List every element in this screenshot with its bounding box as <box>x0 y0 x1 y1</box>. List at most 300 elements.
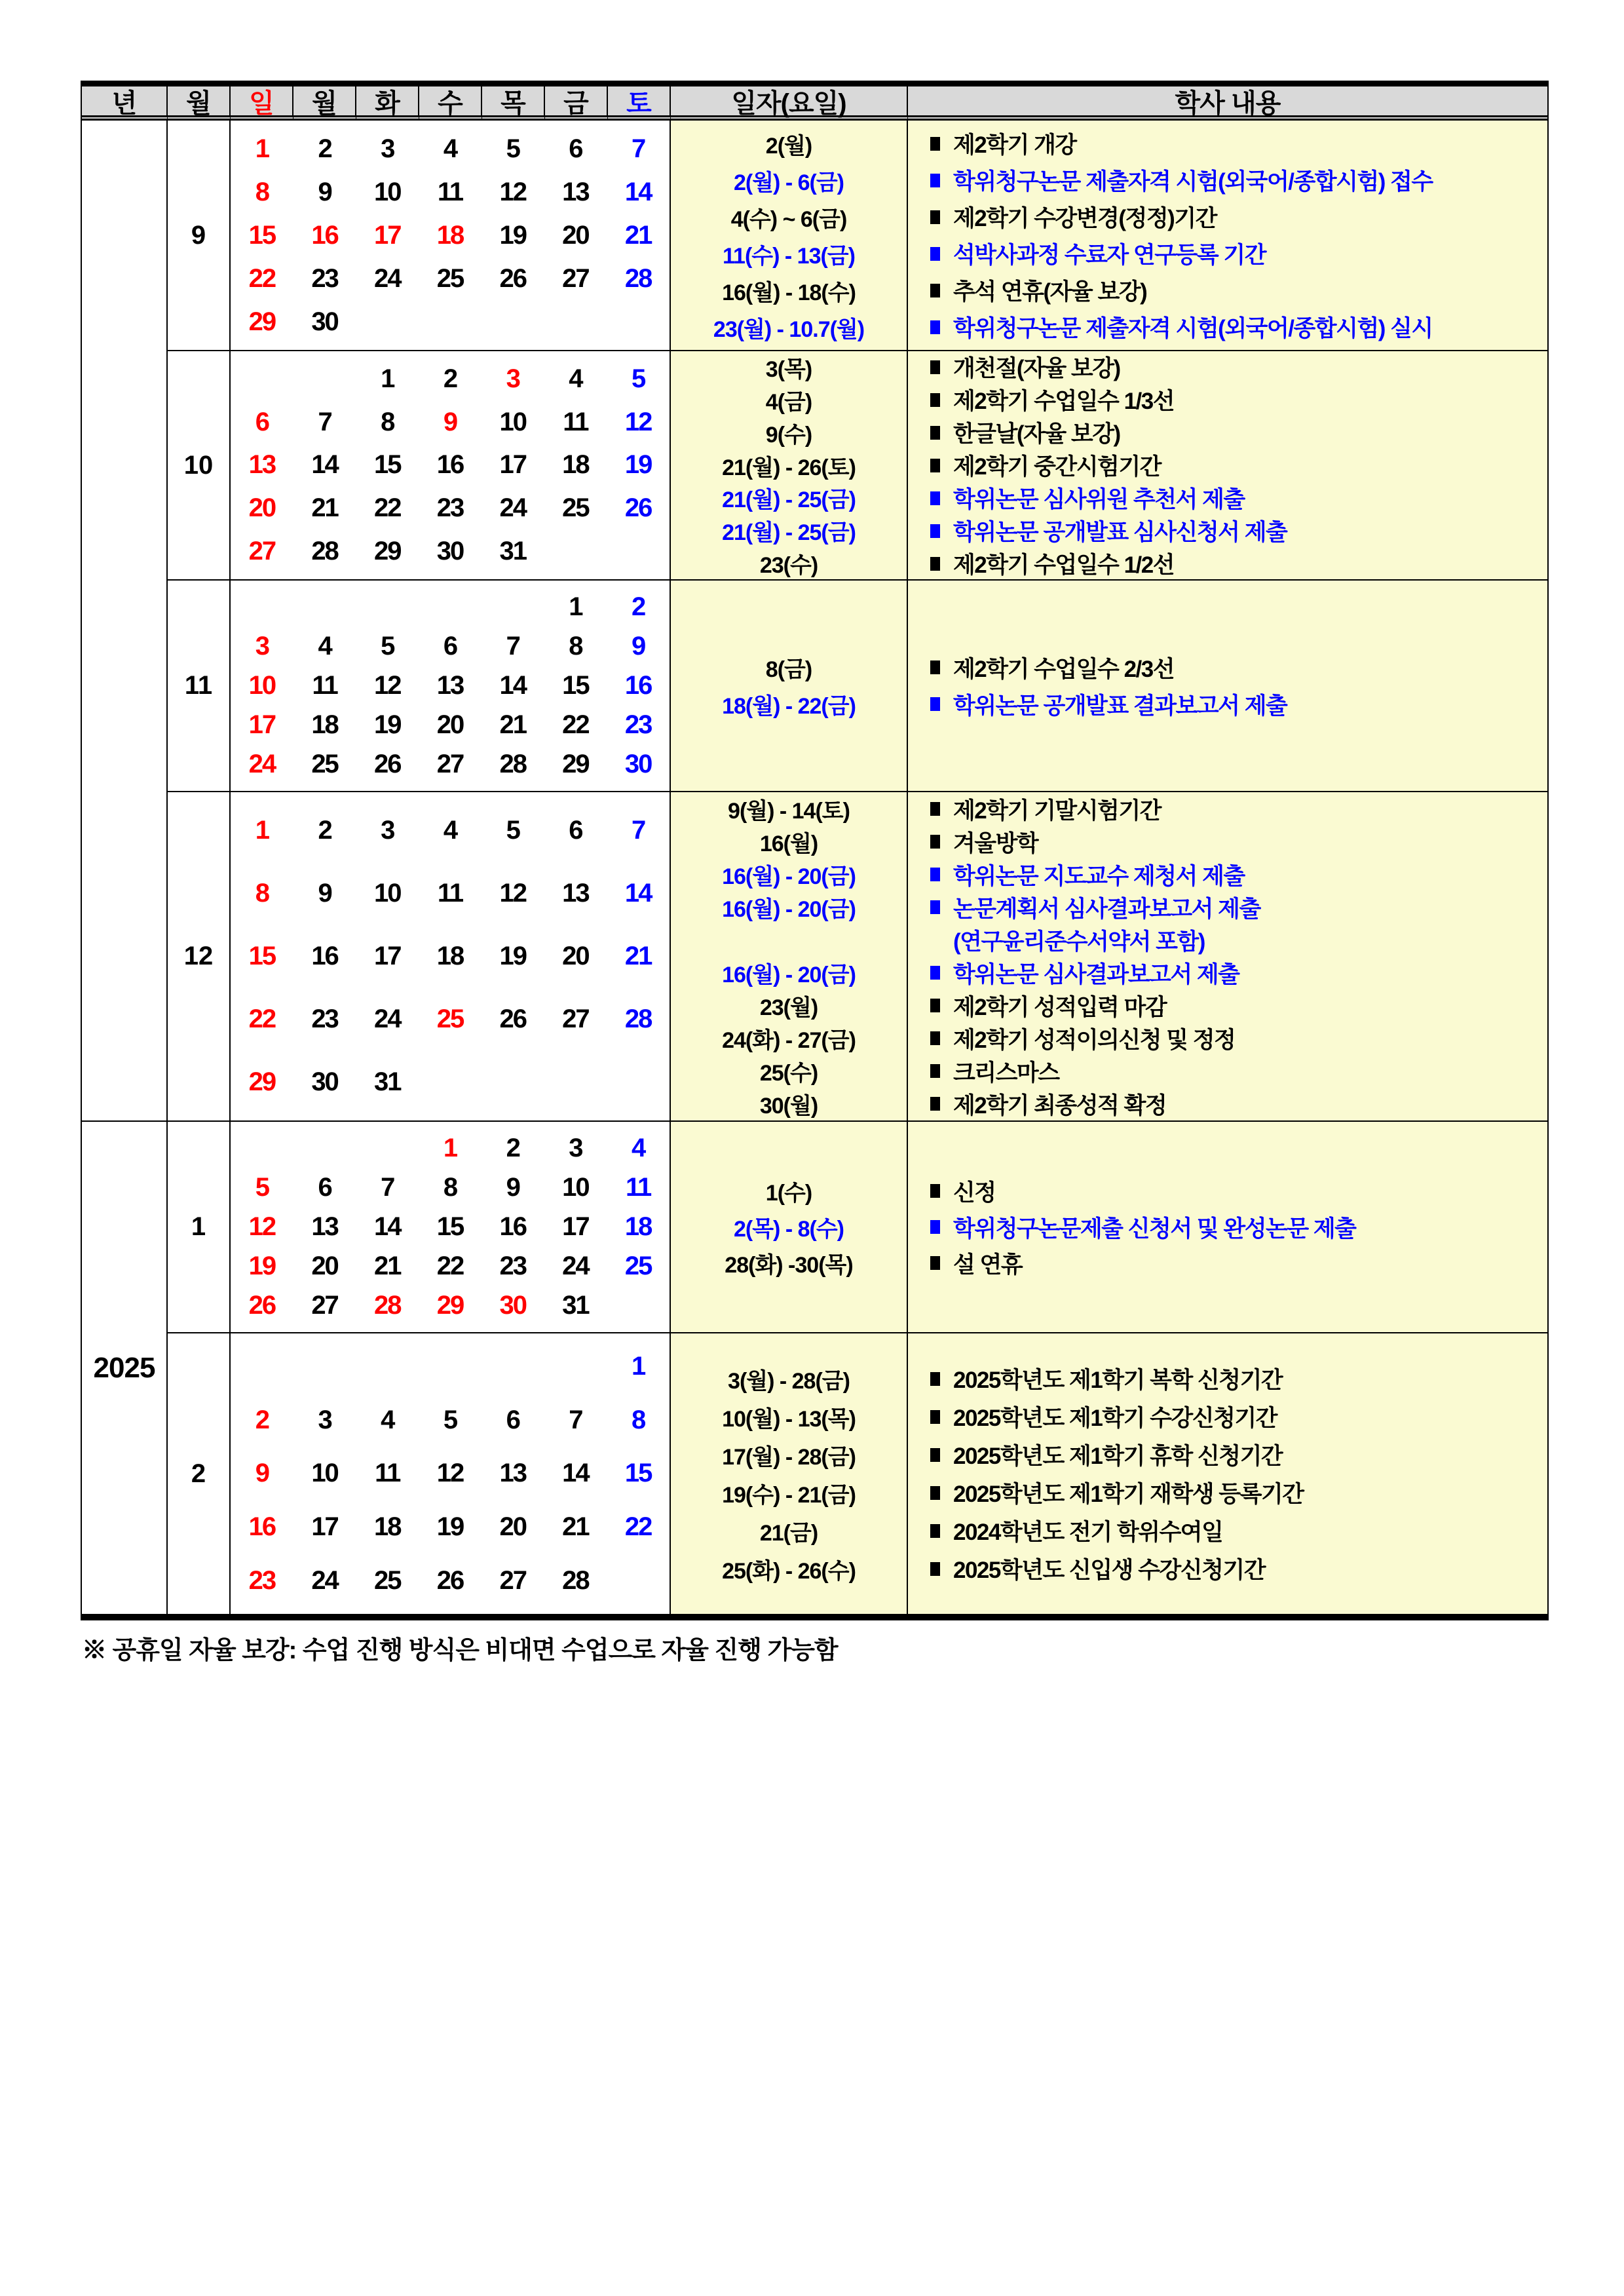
square-bullet-icon <box>930 1064 940 1078</box>
month-calendar <box>231 581 671 792</box>
event-text: 2025학년도 제1학기 휴학 신청기간 <box>953 1444 1283 1469</box>
event-row <box>908 1209 1547 1245</box>
day-number: 29 <box>374 536 401 565</box>
day-number <box>419 307 482 337</box>
event-text: 개천절(자율 보강) <box>953 356 1120 381</box>
day-number: 21 <box>624 941 652 970</box>
day-number: 5 <box>255 1172 269 1202</box>
day-number: 14 <box>311 450 338 480</box>
day-number <box>419 592 482 622</box>
header-weekday-2: 월 <box>293 86 356 121</box>
calendar-week <box>231 1459 670 1488</box>
event-row <box>908 1512 1547 1550</box>
day-number: 31 <box>562 1291 589 1320</box>
calendar-week <box>231 408 670 437</box>
day-number: 28 <box>311 536 338 565</box>
day-number <box>293 364 356 394</box>
square-bullet-icon <box>930 557 940 571</box>
day-number: 22 <box>248 1004 276 1034</box>
calendar-week <box>231 1352 670 1381</box>
event-text: 제2학기 기말시험기간 <box>953 797 1161 824</box>
event-text: 2025학년도 제1학기 재학생 등록기간 <box>953 1482 1304 1507</box>
event-date-range: 17(월) - 28(금) <box>722 1444 856 1470</box>
day-number <box>293 1134 356 1163</box>
day-number <box>607 537 670 566</box>
day-number: 18 <box>562 450 589 480</box>
content-column <box>908 121 1547 351</box>
event-row <box>908 482 1547 514</box>
day-number: 13 <box>562 177 589 206</box>
day-number <box>356 1352 419 1381</box>
date-column <box>671 792 908 1122</box>
square-bullet-icon <box>930 247 940 261</box>
event-date-range: 10(월) - 13(목) <box>722 1406 856 1432</box>
day-number: 20 <box>562 220 589 250</box>
day-number: 19 <box>248 1252 276 1281</box>
event-text: 2024학년도 전기 학위수여일 <box>953 1520 1223 1545</box>
event-text: 논문계획서 심사결과보고서 제출 <box>953 896 1260 922</box>
day-number: 7 <box>381 1172 394 1202</box>
event-date-range: 18(월) - 22(금) <box>722 694 856 719</box>
square-bullet-icon <box>930 393 940 407</box>
square-bullet-icon <box>930 1486 940 1500</box>
day-number: 30 <box>624 750 652 779</box>
day-number: 23 <box>248 1565 276 1595</box>
event-row <box>908 826 1547 858</box>
day-number: 17 <box>374 941 401 970</box>
event-date-range: 3(월) - 28(금) <box>728 1368 850 1394</box>
event-date-range: 21(금) <box>759 1520 818 1546</box>
header-date: 일자(요일) <box>671 86 908 121</box>
day-number: 14 <box>499 670 526 700</box>
event-date-range: 11(수) - 13(금) <box>723 243 855 269</box>
calendar-week <box>231 592 670 622</box>
day-number: 9 <box>506 1172 519 1202</box>
day-number: 8 <box>255 878 269 908</box>
event-text: (연구윤리준수서약서 포함) <box>953 928 1205 955</box>
event-date-range: 16(월) - 20(금) <box>722 963 856 987</box>
day-number: 17 <box>562 1212 589 1241</box>
day-number: 8 <box>381 407 394 436</box>
calendar-week <box>231 879 670 908</box>
day-number: 6 <box>443 631 457 660</box>
day-number: 2 <box>318 134 331 163</box>
day-number: 24 <box>562 1252 589 1281</box>
event-row <box>908 351 1547 383</box>
date-column <box>671 1333 908 1614</box>
event-row <box>908 383 1547 416</box>
day-number: 15 <box>248 941 276 970</box>
event-row <box>908 686 1547 723</box>
square-bullet-icon <box>930 210 940 224</box>
day-number: 13 <box>562 878 589 908</box>
day-number: 11 <box>437 177 463 206</box>
day-number: 2 <box>506 1133 519 1162</box>
event-row <box>908 793 1547 826</box>
day-number: 8 <box>255 177 269 206</box>
day-number: 16 <box>499 1212 526 1241</box>
event-text: 학위논문 심사위원 추천서 제출 <box>953 487 1245 512</box>
day-number: 19 <box>499 220 526 250</box>
square-bullet-icon <box>930 966 940 980</box>
square-bullet-icon <box>930 660 940 674</box>
day-number: 23 <box>311 1004 338 1034</box>
event-date-range: 23(월) - 10.7(월) <box>713 316 865 342</box>
event-date-range: 16(월) <box>759 832 818 856</box>
day-number: 29 <box>248 1067 276 1097</box>
event-row <box>908 272 1547 309</box>
day-number: 12 <box>436 1459 464 1488</box>
day-number: 16 <box>311 220 338 250</box>
calendar-week <box>231 1512 670 1542</box>
square-bullet-icon <box>930 697 940 711</box>
day-number: 27 <box>436 750 464 779</box>
event-date-range: 30(월) <box>759 1094 818 1119</box>
day-number <box>231 1352 293 1381</box>
event-date-range: 9(수) <box>765 422 812 448</box>
day-number: 20 <box>311 1252 338 1281</box>
month-label: 12 <box>168 792 231 1122</box>
event-text: 추석 연휴(자율 보강) <box>953 279 1147 305</box>
day-number: 26 <box>248 1291 276 1320</box>
event-date-range: 21(월) - 26(토) <box>722 455 856 480</box>
event-date-range: 21(월) - 25(금) <box>722 488 856 513</box>
square-bullet-icon <box>930 1372 940 1386</box>
event-date-range: 3(목) <box>765 357 812 383</box>
event-date-range: 23(수) <box>759 552 818 578</box>
header-content: 학사 내용 <box>908 86 1547 121</box>
day-number: 2 <box>443 364 457 394</box>
day-number: 7 <box>632 815 645 845</box>
day-number: 23 <box>311 263 338 293</box>
event-text: 2025학년도 제1학기 수강신청기간 <box>953 1406 1277 1431</box>
event-row <box>908 1436 1547 1474</box>
day-number: 18 <box>374 1512 401 1542</box>
day-number: 9 <box>632 631 645 660</box>
day-number: 29 <box>248 307 276 336</box>
calendar-week <box>231 493 670 523</box>
day-number: 4 <box>443 134 457 163</box>
event-text: 설 연휴 <box>953 1252 1023 1278</box>
square-bullet-icon <box>930 1562 940 1576</box>
calendar-table <box>81 81 1549 1620</box>
event-text: 제2학기 수업일수 2/3선 <box>953 656 1175 682</box>
day-number <box>356 592 419 622</box>
day-number: 5 <box>381 631 394 660</box>
header-month: 월 <box>168 86 231 121</box>
event-text: 제2학기 성적이의신청 및 정정 <box>953 1027 1236 1053</box>
event-row <box>908 1022 1547 1055</box>
calendar-week <box>231 450 670 480</box>
month-calendar <box>231 121 671 351</box>
day-number: 3 <box>381 815 394 845</box>
day-number: 25 <box>562 493 589 523</box>
day-number <box>482 1067 544 1097</box>
day-number: 14 <box>374 1212 401 1241</box>
day-number: 6 <box>318 1172 331 1202</box>
date-column <box>671 1122 908 1333</box>
day-number: 3 <box>381 134 394 163</box>
day-number: 1 <box>255 134 269 163</box>
day-number: 11 <box>563 407 588 436</box>
square-bullet-icon <box>930 1031 940 1045</box>
day-number: 14 <box>624 177 652 206</box>
event-text: 한글날(자율 보강) <box>953 421 1120 447</box>
event-text: 2025학년도 제1학기 복학 신청기간 <box>953 1368 1283 1393</box>
day-number: 16 <box>624 670 652 700</box>
day-number <box>356 307 419 337</box>
event-row <box>908 1055 1547 1088</box>
day-number <box>544 537 607 566</box>
day-number: 6 <box>569 815 582 845</box>
event-row <box>908 309 1547 345</box>
square-bullet-icon <box>930 284 940 297</box>
header-year: 년 <box>82 86 168 121</box>
day-number: 18 <box>624 1212 652 1241</box>
day-number: 13 <box>436 670 464 700</box>
month-label: 2 <box>168 1333 231 1614</box>
day-number: 11 <box>375 1459 400 1488</box>
content-column <box>908 351 1547 581</box>
day-number: 26 <box>499 1004 526 1034</box>
square-bullet-icon <box>930 1410 940 1424</box>
day-number: 10 <box>374 177 401 206</box>
day-number: 23 <box>624 710 652 740</box>
day-number <box>231 1134 293 1163</box>
day-number: 27 <box>499 1565 526 1595</box>
event-date-range: 2(월) - 6(금) <box>733 170 844 195</box>
event-row <box>908 1088 1547 1120</box>
day-number <box>293 1352 356 1381</box>
day-number: 15 <box>374 450 401 480</box>
day-number: 5 <box>506 134 519 163</box>
calendar-week <box>231 1004 670 1034</box>
day-number: 22 <box>624 1512 652 1542</box>
day-number <box>607 1067 670 1097</box>
header-weekday-6: 금 <box>545 86 608 121</box>
square-bullet-icon <box>930 524 940 538</box>
day-number: 28 <box>562 1565 589 1595</box>
day-number: 9 <box>318 177 331 206</box>
event-text: 제2학기 수강변경(정정)기간 <box>953 206 1217 231</box>
day-number: 4 <box>318 631 331 660</box>
month-label: 9 <box>168 121 231 351</box>
event-row <box>908 858 1547 891</box>
day-number: 6 <box>506 1405 519 1434</box>
day-number: 9 <box>318 878 331 908</box>
calendar-week <box>231 942 670 971</box>
day-number: 25 <box>436 263 464 293</box>
content-column <box>908 792 1547 1122</box>
date-column <box>671 581 908 792</box>
day-number: 28 <box>624 1004 652 1034</box>
event-date-range: 25(화) - 26(수) <box>722 1558 856 1584</box>
day-number: 1 <box>632 1352 645 1381</box>
day-number: 26 <box>374 750 401 779</box>
day-number: 26 <box>436 1565 464 1595</box>
month-calendar <box>231 792 671 1122</box>
day-number: 9 <box>255 1459 269 1488</box>
day-number: 3 <box>569 1133 582 1162</box>
day-number: 29 <box>562 750 589 779</box>
event-text: 학위논문 지도교수 제청서 제출 <box>953 863 1245 889</box>
day-number: 22 <box>436 1252 464 1281</box>
day-number: 21 <box>374 1252 401 1281</box>
square-bullet-icon <box>930 174 940 187</box>
day-number <box>419 1352 482 1381</box>
square-bullet-icon <box>930 1184 940 1198</box>
day-number: 21 <box>624 220 652 250</box>
event-row <box>908 125 1547 162</box>
day-number: 17 <box>311 1512 338 1542</box>
day-number: 27 <box>248 536 276 565</box>
day-number: 5 <box>443 1405 457 1434</box>
content-column <box>908 1122 1547 1333</box>
square-bullet-icon <box>930 1220 940 1234</box>
month-calendar <box>231 1122 671 1333</box>
day-number: 1 <box>381 364 394 394</box>
day-number: 14 <box>562 1459 589 1488</box>
square-bullet-icon <box>930 1448 940 1462</box>
day-number: 16 <box>311 941 338 970</box>
day-number <box>482 592 544 622</box>
day-number: 4 <box>443 815 457 845</box>
day-number: 12 <box>374 670 401 700</box>
day-number: 28 <box>624 263 652 293</box>
calendar-week <box>231 537 670 566</box>
day-number: 25 <box>624 1252 652 1281</box>
day-number: 11 <box>437 878 463 908</box>
day-number: 26 <box>499 263 526 293</box>
calendar-week <box>231 178 670 207</box>
day-number: 4 <box>569 364 582 394</box>
content-column <box>908 581 1547 792</box>
event-row <box>908 1360 1547 1398</box>
day-number: 6 <box>255 407 269 436</box>
day-number: 1 <box>443 1133 457 1162</box>
calendar-week <box>231 1566 670 1596</box>
day-number: 2 <box>255 1405 269 1434</box>
event-date-range: 2(월) <box>765 133 812 159</box>
day-number: 23 <box>499 1252 526 1281</box>
day-number <box>231 592 293 622</box>
square-bullet-icon <box>930 320 940 334</box>
event-row <box>908 199 1547 235</box>
event-text: 학위청구논문제출 신청서 및 완성논문 제출 <box>953 1215 1356 1242</box>
event-row <box>908 162 1547 199</box>
event-text: 학위논문 공개발표 심사신청서 제출 <box>953 520 1287 545</box>
calendar-week <box>231 1212 670 1242</box>
day-number: 18 <box>311 710 338 740</box>
day-number <box>544 307 607 337</box>
day-number: 21 <box>499 710 526 740</box>
square-bullet-icon <box>930 1256 940 1270</box>
event-text: 겨울방학 <box>953 830 1038 856</box>
day-number: 11 <box>312 670 337 700</box>
day-number: 22 <box>248 263 276 293</box>
day-number: 2 <box>318 815 331 845</box>
event-text-continuation <box>908 924 1547 957</box>
day-number <box>293 592 356 622</box>
calendar-week <box>231 1291 670 1320</box>
day-number: 30 <box>311 1067 338 1097</box>
day-number <box>419 1067 482 1097</box>
day-number: 16 <box>436 450 464 480</box>
event-date-range: 16(월) - 20(금) <box>722 897 856 922</box>
day-number: 18 <box>436 941 464 970</box>
header-weekday-1: 일 <box>231 86 293 121</box>
square-bullet-icon <box>930 426 940 440</box>
calendar-week <box>231 221 670 250</box>
header-weekday-5: 목 <box>482 86 545 121</box>
day-number: 11 <box>625 1172 651 1202</box>
day-number: 31 <box>374 1067 401 1097</box>
calendar-week <box>231 1067 670 1097</box>
month-label: 10 <box>168 351 231 581</box>
day-number: 27 <box>562 263 589 293</box>
calendar-week <box>231 632 670 661</box>
event-text: 학위청구논문 제출자격 시험(외국어/종합시험) 실시 <box>953 316 1433 341</box>
day-number: 13 <box>499 1459 526 1488</box>
day-number: 24 <box>248 750 276 779</box>
event-row <box>908 547 1547 580</box>
month-calendar <box>231 1333 671 1614</box>
day-number: 4 <box>632 1133 645 1162</box>
day-number: 25 <box>374 1565 401 1595</box>
event-row <box>908 1245 1547 1281</box>
day-number <box>607 307 670 337</box>
day-number: 30 <box>436 536 464 565</box>
day-number <box>231 364 293 394</box>
day-number: 1 <box>569 592 582 621</box>
day-number <box>544 1352 607 1381</box>
day-number: 19 <box>499 941 526 970</box>
event-text: 크리스마스 <box>953 1060 1059 1086</box>
event-text: 제2학기 중간시험기간 <box>953 454 1161 480</box>
day-number: 20 <box>499 1512 526 1542</box>
day-number: 7 <box>632 134 645 163</box>
day-number: 25 <box>311 750 338 779</box>
month-label: 1 <box>168 1122 231 1333</box>
event-text: 2025학년도 신입생 수강신청기간 <box>953 1558 1266 1583</box>
day-number: 30 <box>499 1291 526 1320</box>
day-number: 9 <box>443 407 457 436</box>
day-number: 3 <box>255 631 269 660</box>
day-number: 15 <box>436 1212 464 1241</box>
square-bullet-icon <box>930 999 940 1012</box>
event-row <box>908 1550 1547 1588</box>
calendar-week <box>231 1134 670 1163</box>
event-text: 신정 <box>953 1179 996 1206</box>
calendar-week <box>231 364 670 394</box>
event-date-range: 2(목) - 8(수) <box>733 1217 844 1242</box>
day-number: 20 <box>562 941 589 970</box>
day-number: 19 <box>374 710 401 740</box>
day-number: 17 <box>374 220 401 250</box>
calendar-week <box>231 750 670 779</box>
calendar-week <box>231 1252 670 1281</box>
calendar-week <box>231 134 670 164</box>
day-number: 12 <box>499 878 526 908</box>
day-number: 20 <box>248 493 276 523</box>
square-bullet-icon <box>930 802 940 816</box>
event-text: 제2학기 수업일수 1/3선 <box>953 389 1175 414</box>
day-number: 16 <box>248 1512 276 1542</box>
day-number: 29 <box>436 1291 464 1320</box>
square-bullet-icon <box>930 360 940 374</box>
day-number: 4 <box>381 1405 394 1434</box>
day-number: 3 <box>506 364 519 394</box>
